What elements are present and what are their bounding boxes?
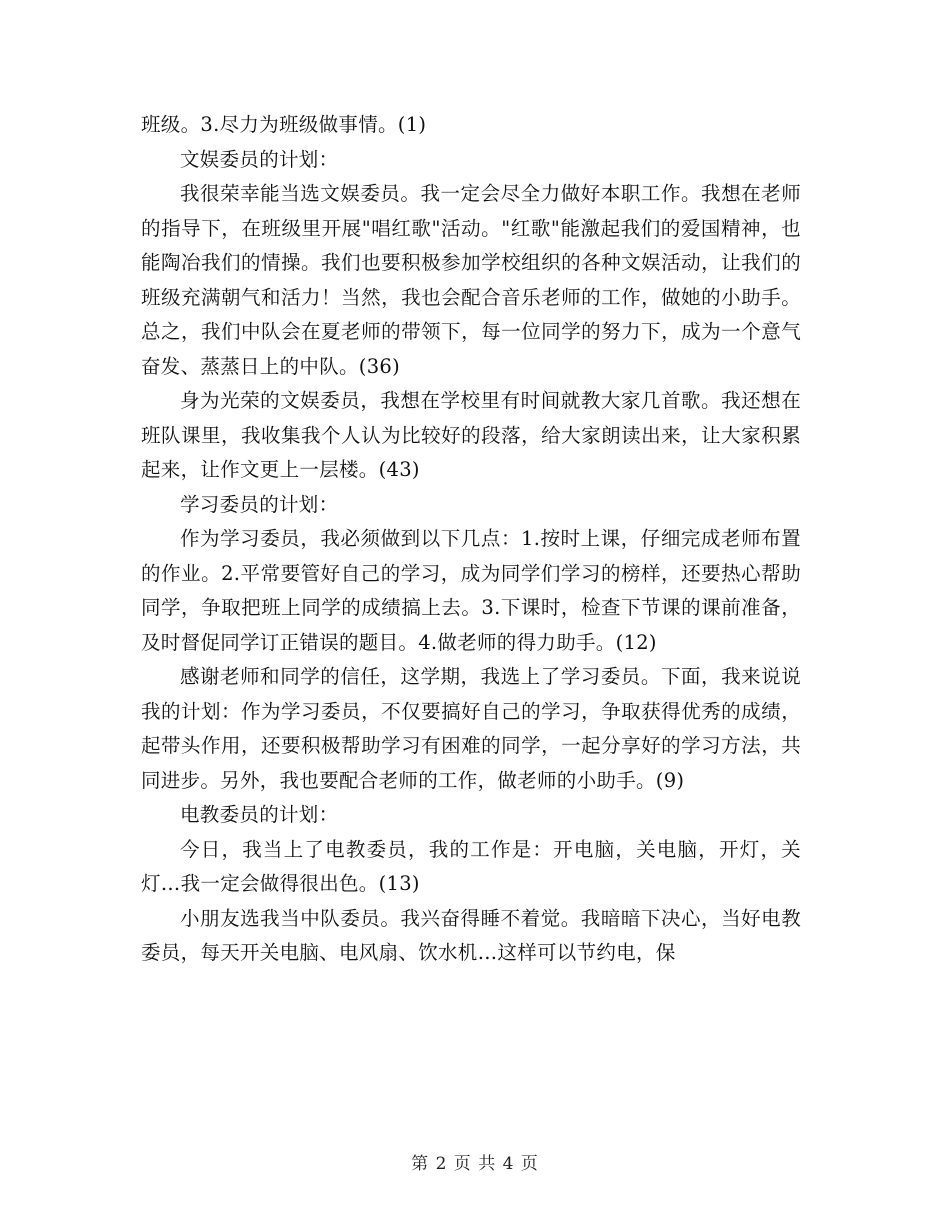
page-number-footer: 第 2 页 共 4 页: [411, 1154, 539, 1174]
paragraph: 我很荣幸能当选文娱委员。我一定会尽全力做好本职工作。我想在老师的指导下，在班级里开展"唱红歌"活动。"红歌"能激起我们的爱国精神，也能陶冶我们的情操。我们也要积极参加学校组织的各种文娱活动，让我们的班级充满朝气和活力！当然，我也会配合音乐老师的工作，做她的小助手。总之，我们中队会在夏老师的带领下，每一位同学的努力下，成为一个意气奋发、蒸蒸日上的中队。(36): [141, 182, 801, 378]
paragraph: 小朋友选我当中队委员。我兴奋得睡不着觉。我暗暗下决心，当好电教委员，每天开关电脑、电风扇、饮水机…这样可以节约电，保: [141, 906, 801, 964]
paragraph: 作为学习委员，我必须做到以下几点：1.按时上课，仔细完成老师布置的作业。2.平常要管好自己的学习，成为同学们学习的榜样，还要热心帮助同学，争取把班上同学的成绩搞上去。3.下课时，检查下节课的课前准备，及时督促同学订正错误的题目。4.做老师的得力助手。(12): [141, 527, 801, 654]
document-body: [141, 108, 801, 971]
paragraph: 感谢老师和同学的信任，这学期，我选上了学习委员。下面，我来说说我的计划：作为学习委员，不仅要搞好自己的学习，争取获得优秀的成绩，起带头作用，还要积极帮助学习有困难的同学，一起分享好的学习方法，共同进步。另外，我也要配合老师的工作，做老师的小助手。(9): [141, 665, 801, 792]
paragraph: 身为光荣的文娱委员，我想在学校里有时间就教大家几首歌。我还想在班队课里，我收集我个人认为比较好的段落，给大家朗读出来，让大家积累起来，让作文更上一层楼。(43): [141, 389, 801, 481]
paragraph: 班级。3.尽力为班级做事情。(1): [141, 113, 427, 136]
paragraph: 今日，我当上了电教委员，我的工作是：开电脑，关电脑，开灯，关灯…我一定会做得很出色。(13): [141, 837, 801, 895]
section-heading-wenyu: 文娱委员的计划：: [180, 147, 339, 171]
section-heading-xuexi: 学习委员的计划：: [180, 492, 339, 516]
section-heading-dianjiao: 电教委员的计划：: [180, 803, 339, 826]
